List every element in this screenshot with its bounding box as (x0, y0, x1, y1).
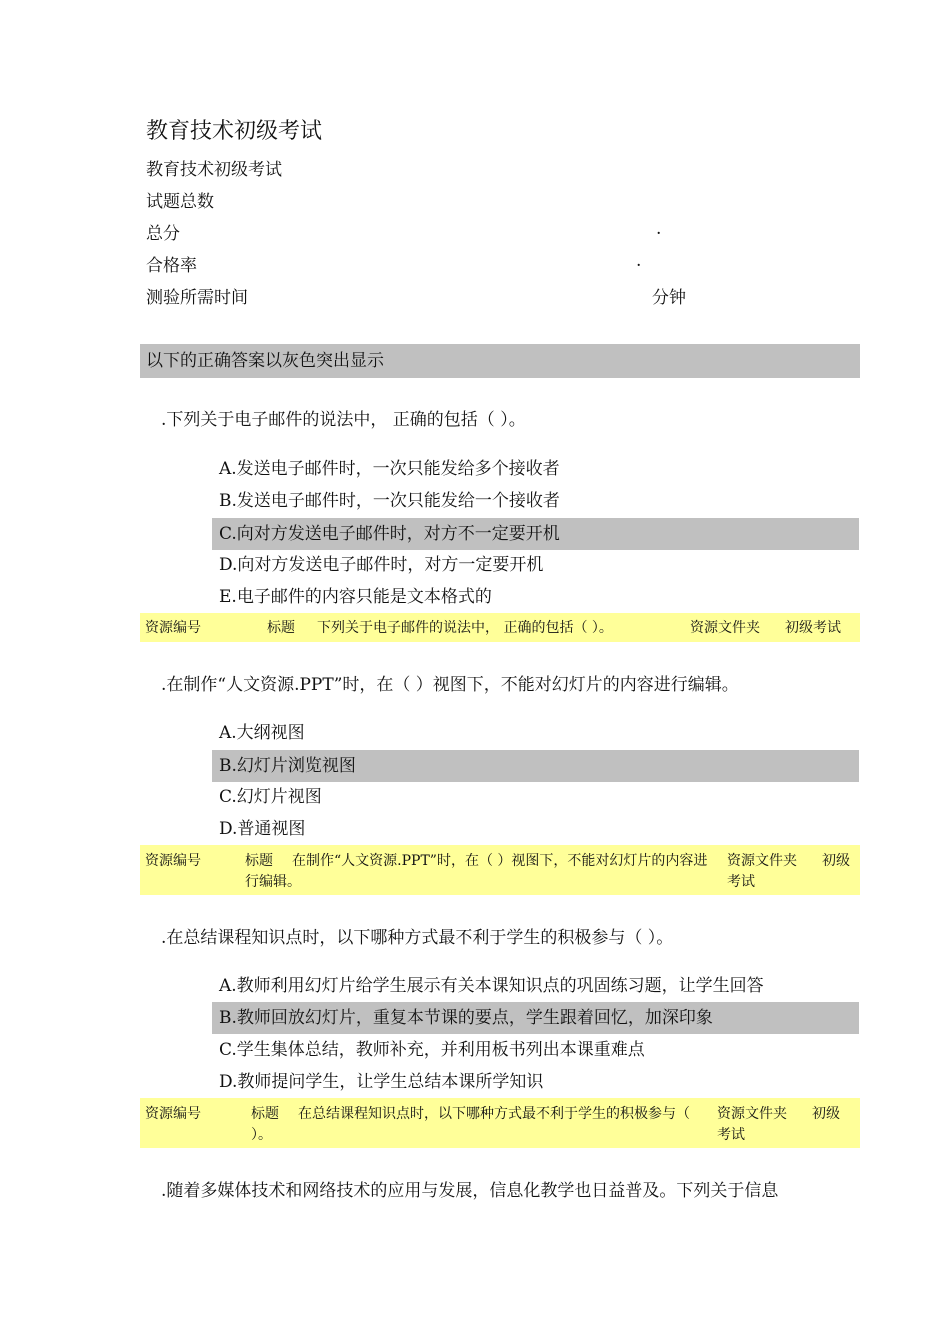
answer-option[interactable]: C.学生集体总结，教师补充，并利用板书列出本课重难点 (219, 1040, 645, 1060)
resource-folder-value: 初级考试 (717, 1106, 840, 1143)
info-label: 教育技术初级考试 (146, 160, 282, 180)
resource-id-label: 资源编号 (145, 853, 201, 869)
resource-title-label: 标题 (251, 1106, 279, 1122)
info-value: . (636, 251, 642, 271)
resource-title-label: 标题 (267, 620, 295, 636)
info-row-time-required (146, 283, 706, 307)
answer-option[interactable]: D.普通视图 (219, 819, 306, 839)
resource-folder-label: 资源文件夹 (717, 1106, 787, 1122)
question-text: .随着多媒体技术和网络技术的应用与发展，信息化教学也日益普及。下列关于信息 (161, 1181, 779, 1201)
answer-option[interactable]: A.发送电子邮件时，一次只能发给多个接收者 (219, 459, 560, 479)
info-row-total-questions (146, 187, 706, 211)
info-label: 测验所需时间 (146, 288, 248, 308)
resource-folder-value: 初级考试 (785, 620, 841, 636)
resource-folder-label: 资源文件夹 (690, 620, 760, 636)
info-value: 分钟 (652, 288, 686, 308)
info-value: . (656, 219, 662, 239)
page-title: 教育技术初级考试 (146, 119, 323, 144)
resource-title-value: 在制作“人文资源.PPT”时，在（ ）视图下，不能对幻灯片的内容进行编辑。 (245, 853, 708, 890)
answer-option[interactable]: E.电子邮件的内容只能是文本格式的 (219, 587, 492, 607)
info-label: 总分 (146, 224, 180, 244)
resource-meta-bar (140, 613, 860, 642)
resource-title-value: 下列关于电子邮件的说法中， 正确的包括（ ）。 (317, 620, 613, 636)
question-text: .在总结课程知识点时，以下哪种方式最不利于学生的积极参与（ ）。 (161, 928, 674, 948)
answer-highlight-banner: 以下的正确答案以灰色突出显示 (140, 344, 860, 378)
answer-option[interactable]: D.向对方发送电子邮件时，对方一定要开机 (219, 555, 544, 575)
resource-id-label: 资源编号 (145, 620, 201, 636)
question-text: .下列关于电子邮件的说法中， 正确的包括（ ）。 (161, 410, 526, 430)
answer-option[interactable]: A.教师利用幻灯片给学生展示有关本课知识点的巩固练习题，让学生回答 (219, 976, 764, 996)
answer-option[interactable]: C.幻灯片视图 (219, 787, 322, 807)
answer-option[interactable]: B.发送电子邮件时，一次只能发给一个接收者 (219, 491, 560, 511)
resource-meta-bar (140, 845, 860, 895)
question-text: .在制作“人文资源.PPT”时，在（ ）视图下，不能对幻灯片的内容进行编辑。 (161, 675, 739, 695)
answer-option[interactable]: A.大纲视图 (219, 723, 305, 743)
answer-option-correct[interactable]: B.幻灯片浏览视图 (212, 750, 859, 782)
info-row-total-score (146, 219, 706, 243)
info-label: 合格率 (146, 256, 197, 276)
resource-meta-bar (140, 1098, 860, 1148)
resource-title-value: 在总结课程知识点时，以下哪种方式最不利于学生的积极参与（ ）。 (251, 1106, 690, 1143)
info-row-exam-name (146, 155, 706, 179)
resource-folder-value: 初级考试 (727, 853, 850, 890)
info-label: 试题总数 (146, 192, 214, 212)
info-row-pass-rate (146, 251, 706, 275)
resource-title-label: 标题 (245, 853, 273, 869)
answer-option-correct[interactable]: B.教师回放幻灯片，重复本节课的要点，学生跟着回忆，加深印象 (212, 1002, 859, 1034)
resource-folder-label: 资源文件夹 (727, 853, 797, 869)
answer-option[interactable]: D.教师提问学生，让学生总结本课所学知识 (219, 1072, 544, 1092)
resource-id-label: 资源编号 (145, 1106, 201, 1122)
answer-option-correct[interactable]: C.向对方发送电子邮件时，对方不一定要开机 (212, 518, 859, 550)
